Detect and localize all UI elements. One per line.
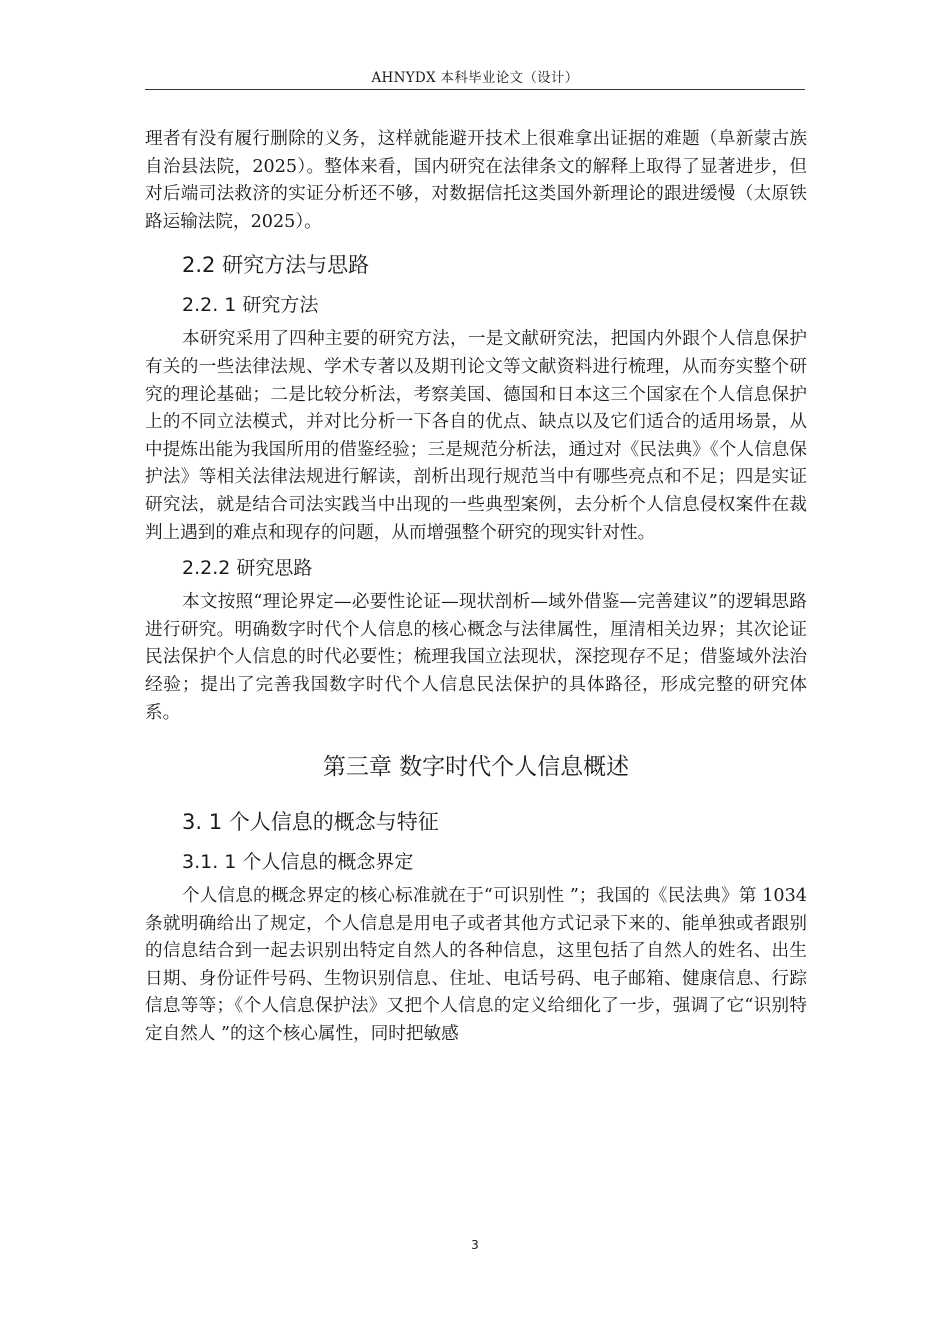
heading-3-1: 3. 1 个人信息的概念与特征 bbox=[182, 810, 439, 835]
paragraph-methods: 本研究采用了四种主要的研究方法，一是文献研究法，把国内外跟个人信息保护有关的一些法律法规、学术专著以及期刊论文等文献资料进行梳理，从而夯实整个研究的理论基础；二是比较分析法，考察美国、德国和日本这三个国家在个人信息保护上的不同立法模式，并对比分析一下各自的优点、缺点以及它们适合的适用场景，从中提炼出能为我国所用的借鉴经验；三是规范分析法，通过对《民法典》《个人信息保护法》等相关法律法规进行解读，剖析出现行规范当中有哪些亮点和不足；四是实证研究法，就是结合司法实践当中出现的一些典型案例，去分析个人信息侵权案件在裁判上遇到的难点和现存的问题，从而增强整个研究的现实针对性。 bbox=[145, 329, 807, 543]
page-number: 3 bbox=[471, 1238, 479, 1252]
heading-2-2-2: 2.2.2 研究思路 bbox=[182, 557, 313, 580]
page-body bbox=[145, 126, 807, 1049]
chapter-title: 第三章 数字时代个人信息概述 bbox=[322, 754, 630, 781]
heading-2-2-1: 2.2. 1 研究方法 bbox=[182, 294, 319, 317]
header-divider bbox=[145, 89, 805, 90]
paragraph-concept: 个人信息的概念界定的核心标准就在于“可识别性 ”；我国的《民法典》第 1034 条就明确给出了规定，个人信息是用电子或者其他方式记录下来的、能单独或者跟别的信息结合到一起去识别出特定自然人的各种信息，这里包括了自然人的姓名、出生日期、身份证件号码、生物识别信息、住址、电话号码、电子邮箱、健康信息、行踪信息等等；《个人信息保护法》又把个人信息的定义给细化了一步，强调了它“识别特定自然人 ”的这个核心属性，同时把敏感 bbox=[145, 886, 807, 1045]
heading-3-1-1: 3.1. 1 个人信息的概念界定 bbox=[182, 851, 414, 874]
running-header: AHNYDX 本科毕业论文（设计） bbox=[371, 70, 579, 86]
paragraph-approach: 本文按照“理论界定—必要性论证—现状剖析—域外借鉴—完善建议”的逻辑思路进行研究。明确数字时代个人信息的核心概念与法律属性，厘清相关边界；其次论证民法保护个人信息的时代必要性；梳理我国立法现状，深挖现存不足；借鉴域外法治经验；提出了完善我国数字时代个人信息民法保护的具体路径，形成完整的研究体系。 bbox=[145, 592, 807, 723]
heading-2-2: 2.2 研究方法与思路 bbox=[182, 253, 370, 278]
paragraph-intro: 理者有没有履行删除的义务，这样就能避开技术上很难拿出证据的难题（阜新蒙古族自治县法院，2025）。整体来看，国内研究在法律条文的解释上取得了显著进步，但对后端司法救济的实证分析还不够，对数据信托这类国外新理论的跟进缓慢（太原铁路运输法院，2025）。 bbox=[145, 129, 807, 232]
